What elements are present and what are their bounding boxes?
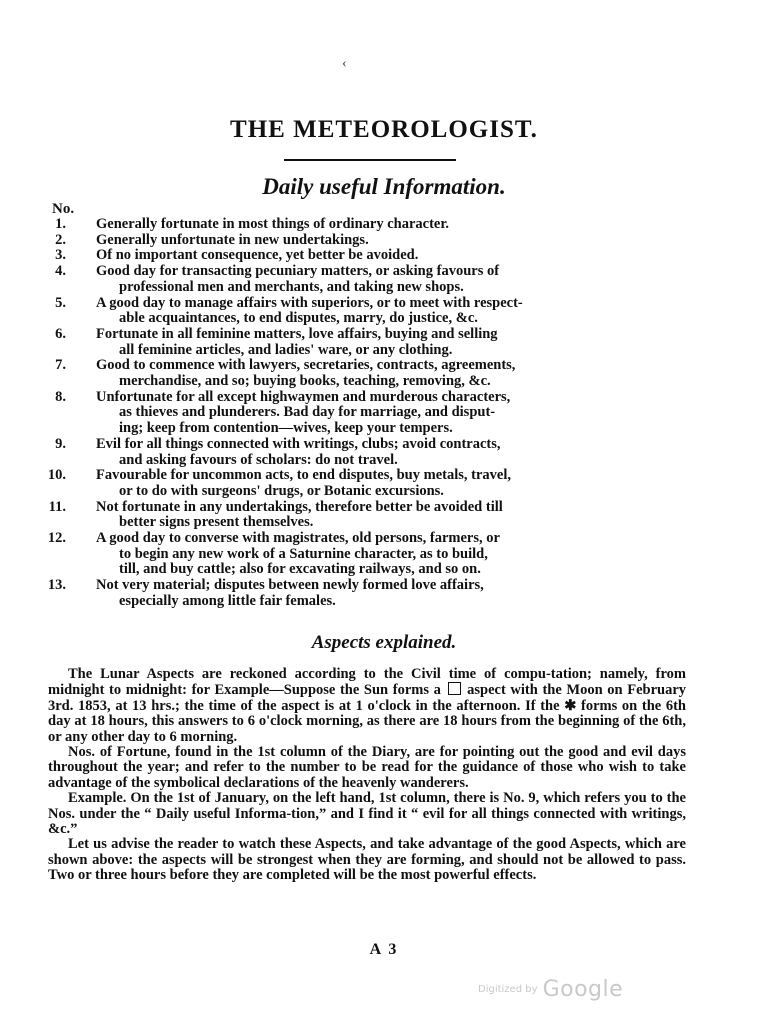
item-text: Good day for transacting pecuniary matters, or asking favours of	[96, 263, 500, 280]
corner-mark: ‹	[342, 56, 347, 71]
item-number: 6.	[55, 325, 66, 342]
list-item	[44, 264, 688, 295]
item-text-continuation: as thieves and plunderers. Bad day for marriage, and disput-	[119, 404, 496, 421]
item-text-continuation: especially among little fair females.	[119, 592, 336, 609]
item-number: 9.	[55, 435, 66, 452]
item-number: 4.	[55, 263, 66, 280]
page-signature: A 3	[369, 941, 399, 958]
item-text: Unfortunate for all except highwaymen and murderous characters,	[96, 388, 511, 405]
item-text-continuation: merchandise, and so; buying books, teaching, removing, &c.	[119, 373, 491, 390]
paragraph-lunar-aspects-part2: aspect with the Moon on February 3rd. 1853, at 13 hrs.; the time of the aspect is at 1 o'clock in the afternoon. If the ✱ forms on the 6th day at 18 hours, this answers to 6 o'clock morning, as there are 18 hours from the beginning of the 6th, or any other day to 6 morning.	[48, 682, 687, 745]
list-item	[44, 233, 688, 249]
item-number: 7.	[55, 357, 66, 374]
list-item	[44, 468, 688, 499]
item-text-continuation: to begin any new work of a Saturnine character, as to build,	[119, 545, 488, 562]
item-text: Generally unfortunate in new undertakings.	[96, 231, 369, 248]
number-column-label: No.	[52, 201, 75, 217]
item-text: A good day to converse with magistrates, old persons, farmers, or	[96, 530, 500, 547]
item-number: 13.	[47, 577, 66, 594]
daily-information-heading: Daily useful Information.	[262, 174, 506, 199]
paragraph-nos-of-fortune: Nos. of Fortune, found in the 1st column of the Diary, are for pointing out the good and evil days throughout the year; and refer to the number to be read for the guidance of those who wish to take advantage of the symbolical declarations of the heavenly wanderers.	[48, 744, 686, 791]
item-number: 2.	[55, 231, 66, 248]
list-item	[44, 358, 688, 389]
item-text-continuation: and asking favours of scholars: do not travel.	[119, 451, 398, 468]
paragraph-advice: Let us advise the reader to watch these Aspects, and take advantage of the good Aspects, which are shown above: the aspects will be strongest when they are forming, and should not be allowed to pass. Two or three hours before they are completed will be the most powerful effects.	[48, 836, 686, 884]
title-rule	[284, 159, 456, 161]
aspects-explanation	[48, 667, 686, 884]
item-number: 10.	[47, 467, 66, 484]
list-item	[44, 217, 688, 233]
list-item	[44, 248, 688, 264]
item-text: Generally fortunate in most things of ordinary character.	[96, 216, 450, 232]
item-text: A good day to manage affairs with superiors, or to meet with respect-	[96, 294, 523, 311]
item-text-continuation: professional men and merchants, and taking new shops.	[119, 278, 464, 295]
digitized-by-text: Digitized by	[478, 984, 538, 995]
item-number: 1.	[55, 216, 66, 232]
paragraph-lunar-aspects	[48, 667, 686, 745]
item-number: 5.	[55, 294, 66, 311]
item-number: 11.	[48, 498, 66, 515]
item-text: Fortunate in all feminine matters, love affairs, buying and selling	[96, 325, 498, 342]
list-item	[44, 437, 688, 468]
digitized-watermark	[478, 977, 623, 1002]
item-text: Not fortunate in any undertakings, therefore better be avoided till	[96, 498, 503, 515]
square-aspect-icon	[448, 682, 461, 695]
list-item	[44, 531, 688, 578]
item-text: Not very material; disputes between newly formed love affairs,	[96, 577, 484, 594]
list-item	[44, 296, 688, 327]
item-text: Good to commence with lawyers, secretaries, contracts, agreements,	[96, 357, 516, 374]
fortune-number-list	[44, 217, 688, 610]
list-item	[44, 500, 688, 531]
page-title: THE METEOROLOGIST.	[230, 116, 538, 143]
item-number: 8.	[55, 388, 66, 405]
list-item	[44, 327, 688, 358]
item-text-continuation: all feminine articles, and ladies' ware, or any clothing.	[119, 341, 453, 358]
item-number: 12.	[47, 530, 66, 547]
item-text-continuation: ing; keep from contention—wives, keep your tempers.	[119, 420, 453, 437]
item-text: Of no important consequence, yet better be avoided.	[96, 247, 419, 264]
item-text-continuation: or to do with surgeons' drugs, or Botanic excursions.	[119, 482, 444, 499]
item-number: 3.	[55, 247, 66, 264]
paragraph-example: Example. On the 1st of January, on the left hand, 1st column, there is No. 9, which refers you to the Nos. under the “ Daily useful Informa-tion,” and I find it “ evil for all things connected with writings, &c.”	[48, 790, 686, 838]
item-text-continuation: better signs present themselves.	[119, 514, 314, 531]
item-text-continuation: able acquaintances, to end disputes, marry, do justice, &c.	[119, 310, 478, 327]
list-item	[44, 390, 688, 437]
item-text: Favourable for uncommon acts, to end disputes, buy metals, travel,	[96, 467, 511, 484]
item-text-continuation: till, and buy cattle; also for excavating railways, and so on.	[119, 561, 481, 578]
list-item	[44, 578, 688, 609]
item-text: Evil for all things connected with writings, clubs; avoid contracts,	[96, 435, 501, 452]
aspects-heading: Aspects explained.	[311, 632, 457, 653]
google-wordmark: Google	[542, 977, 624, 1002]
paragraph-lunar-aspects-part1: The Lunar Aspects are reckoned according to the Civil time of compu-tation; namely, from midnight to midnight: for Example—Suppose the Sun forms a	[48, 666, 686, 699]
